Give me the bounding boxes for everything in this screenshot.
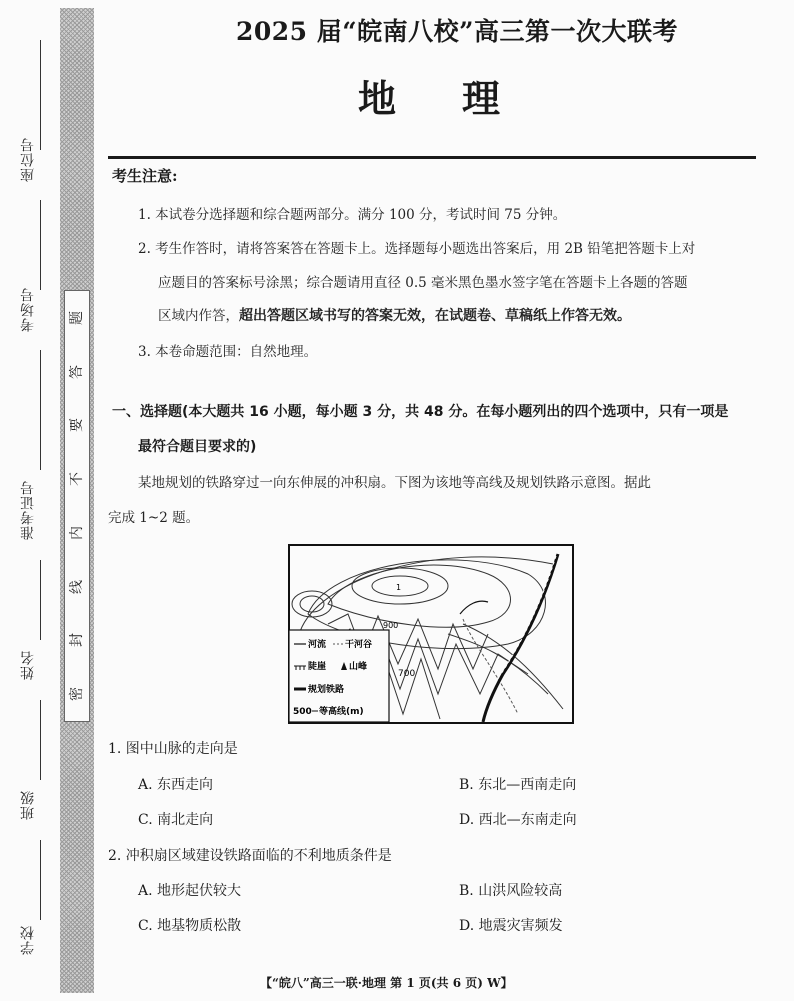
legend-river: 河流 bbox=[308, 640, 327, 650]
seal-warning bbox=[64, 290, 90, 722]
exam-title: 2025 届“皖南八校”高三第一次大联考 bbox=[235, 17, 679, 46]
school-line bbox=[40, 840, 41, 920]
legend-contour: 等高线(m) bbox=[319, 707, 364, 717]
seal-char: 内 bbox=[69, 525, 85, 540]
cliff-legend-swatch bbox=[294, 666, 306, 670]
seal-char: 不 bbox=[69, 472, 85, 487]
page-footer: 【“皖八”高三一联·地理 第 1 页(共 6 页) W】 bbox=[260, 976, 513, 990]
question-2-option-a[interactable]: A. 地形起伏较大 bbox=[138, 883, 242, 899]
notice-heading: 考生注意: bbox=[112, 167, 178, 185]
exam-room-label: 考场号 bbox=[20, 287, 36, 333]
notice-emphasis: 超出答题区域书写的答案无效，在试题卷、草稿纸上作答无效。 bbox=[239, 308, 631, 324]
legend-cliff: 陡崖 bbox=[308, 662, 327, 672]
name-line bbox=[40, 560, 41, 640]
question-2-option-b[interactable]: B. 山洪风险较高 bbox=[459, 883, 563, 899]
seal-char: 答 bbox=[69, 364, 85, 379]
contour-label-700: 700 bbox=[398, 669, 416, 679]
class-label: 班级 bbox=[20, 790, 36, 820]
subject-title: 地理 bbox=[358, 76, 567, 121]
question-1-stem: 1. 图中山脉的走向是 bbox=[108, 741, 238, 757]
question-intro: 某地规划的铁路穿过一向东伸展的冲积扇。下图为该地等高线及规划铁路示意图。据此 bbox=[138, 475, 651, 491]
notice-item: 2. 考生作答时，请将答案答在答题卡上。选择题每小题选出答案后，用 2B 铅笔把答题卡上对 bbox=[138, 241, 696, 257]
legend-railway: 规划铁路 bbox=[308, 685, 345, 695]
contour-map bbox=[288, 544, 574, 724]
question-1-option-a[interactable]: A. 东西走向 bbox=[138, 777, 214, 793]
question-1-option-c[interactable]: C. 南北走向 bbox=[138, 812, 214, 828]
admission-number-line bbox=[40, 350, 41, 470]
header-rule bbox=[108, 156, 756, 159]
class-line bbox=[40, 700, 41, 780]
notice-item: 1. 本试卷分选择题和综合题两部分。满分 100 分，考试时间 75 分钟。 bbox=[138, 207, 567, 223]
notice-item-line bbox=[158, 304, 631, 325]
map-legend bbox=[289, 630, 389, 722]
notice-item: 应题目的答案标号涂黑；综合题请用直径 0.5 毫米黑色墨水签字笔在答题卡上各题的答题 bbox=[158, 275, 688, 291]
legend-peak: 山峰 bbox=[349, 662, 368, 672]
question-1-option-d[interactable]: D. 西北—东南走向 bbox=[459, 812, 577, 828]
notice-item: 3. 本卷命题范围：自然地理。 bbox=[138, 344, 318, 360]
seal-char: 线 bbox=[69, 579, 85, 594]
seal-char: 密 bbox=[69, 687, 85, 702]
seat-number-label: 座位号 bbox=[20, 137, 36, 183]
contour-label-900: 900 bbox=[383, 621, 399, 630]
section-heading-cont: 最符合题目要求的) bbox=[138, 439, 257, 455]
notice-text: 区域内作答， bbox=[158, 308, 239, 324]
seal-char: 要 bbox=[69, 418, 85, 433]
name-label: 姓名 bbox=[20, 650, 36, 680]
exam-room-line bbox=[40, 200, 41, 290]
school-label: 学校 bbox=[20, 925, 36, 955]
legend-contour-value: 500 bbox=[293, 707, 312, 717]
question-2-option-c[interactable]: C. 地基物质松散 bbox=[138, 918, 242, 934]
question-2-stem: 2. 冲积扇区域建设铁路面临的不利地质条件是 bbox=[108, 848, 392, 864]
section-heading: 一、选择题(本大题共 16 小题，每小题 3 分，共 48 分。在每小题列出的四个选项中，只有一项是 bbox=[112, 404, 729, 420]
question-intro-cont: 完成 1~2 题。 bbox=[108, 510, 200, 526]
legend-dry-valley: 干河谷 bbox=[345, 640, 373, 650]
admission-number-label: 准考证号 bbox=[20, 480, 36, 540]
peak-marker: 1 bbox=[396, 583, 402, 592]
seal-char: 封 bbox=[69, 633, 85, 648]
question-1-option-b[interactable]: B. 东北—西南走向 bbox=[459, 777, 577, 793]
seal-char: 题 bbox=[69, 310, 85, 325]
question-2-option-d[interactable]: D. 地震灾害频发 bbox=[459, 918, 563, 934]
